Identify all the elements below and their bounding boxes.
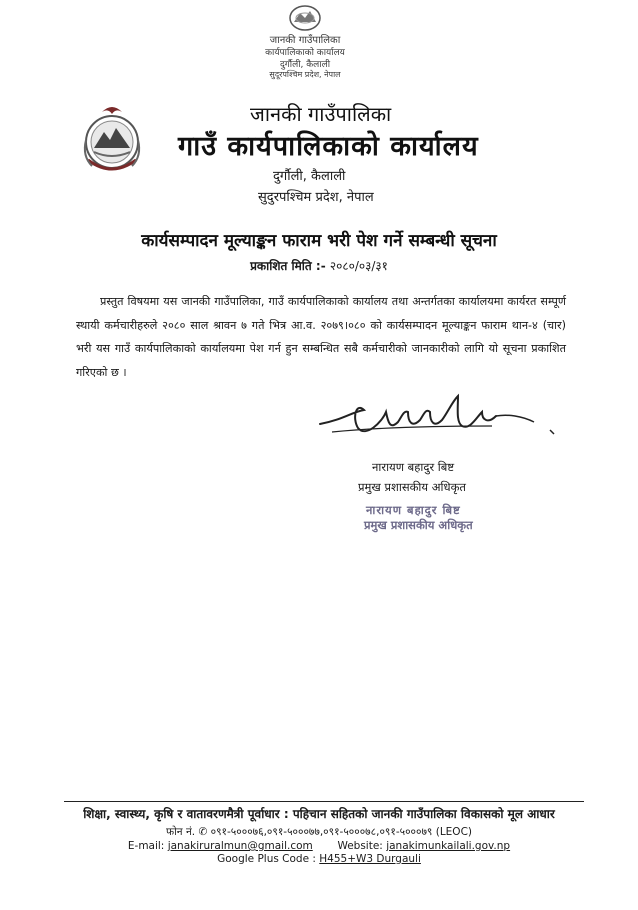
stamp-line-3: दुर्गौली, कैलाली (279, 60, 331, 70)
published-label: प्रकाशित मिति :- (250, 259, 326, 273)
footer-plus-code (0, 853, 638, 865)
notice-body: प्रस्तुत विषयमा यस जानकी गाउँपालिका, गाउँ कार्यपालिकाको कार्यालय तथा अन्तर्गतका कार्यालयमा कार्यरत सम्पूर्ण स्थायी कर्मचारीहरुले २०८० साल श्रावन ७ गते भित्र आ.व. २०७९।०८० को कार्यसम्पादन मूल्याङ्कन फाराम थान-४ (चार) भरी यस गाउँ कार्यपालिकाको कार्यालयमा पेश गर्न हुन सम्बन्धित सबै कर्मचारीको जानकारीको लागि यो सूचना प्रकाशित गरिएको छ । (76, 295, 566, 379)
footer-contact (0, 840, 638, 852)
website-link[interactable]: janakimunkailali.gov.np (386, 840, 511, 852)
phone-note: (LEOC) (435, 826, 472, 838)
office-stamp (250, 2, 360, 84)
footer-tagline: शिक्षा, स्वास्थ्य, कृषि र वातावरणमैत्री पूर्वाधार : पहिचान सहितको जानकी गाउँपालिका विकासको मूल आधार (83, 807, 555, 821)
government-emblem (76, 100, 148, 180)
stamp-line-4: सुदूरपश्चिम प्रदेश, नेपाल (269, 70, 341, 79)
signature-icon (312, 382, 562, 452)
plus-code-label: Google Plus Code : (217, 853, 316, 865)
phone-icon: ✆ (198, 826, 208, 838)
footer-divider (64, 801, 584, 802)
address-line-2: सुदुरपश्चिम प्रदेश, नेपाल (258, 190, 374, 205)
phone-numbers: ०९१-५०००७६,०९१-५०००७७,०९१-५०००७८,०९१-५०००७९ (210, 826, 433, 838)
address-line-1: दुर्गौली, कैलाली (273, 169, 346, 184)
website-label: Website: (337, 840, 383, 852)
published-date-value: २०८०/०३/३१ (329, 259, 388, 273)
seal-title: प्रमुख प्रशासकीय अधिकृत (364, 518, 473, 532)
stamp-line-2: कार्यपालिकाको कार्यालय (265, 48, 345, 58)
published-date (0, 257, 638, 274)
seal-name: नारायण बहादुर बिष्ट (366, 503, 461, 517)
email-label: E-mail: (127, 840, 165, 852)
signer-name: नारायण बहादुर बिष्ट (372, 460, 455, 474)
footer-phone (0, 825, 638, 839)
signer-title: प्रमुख प्रशासकीय अधिकृत (358, 480, 466, 494)
signature (312, 382, 562, 452)
email-link[interactable]: janakiruralmun@gmail.com (167, 840, 313, 852)
office-title: गाउँ कार्यपालिकाको कार्यालय (178, 131, 479, 162)
office-name: जानकी गाउँपालिका (250, 102, 392, 126)
notice-title: कार्यसम्पादन मूल्याङ्कन फाराम भरी पेश गर्ने सम्बन्धी सूचना (141, 231, 497, 251)
nepal-emblem-icon (76, 100, 148, 180)
phone-label: फोन नं. (165, 826, 196, 838)
stamp-line-1: जानकी गाउँपालिका (269, 35, 341, 46)
plus-code-link[interactable]: H455+W3 Durgauli (319, 853, 421, 865)
